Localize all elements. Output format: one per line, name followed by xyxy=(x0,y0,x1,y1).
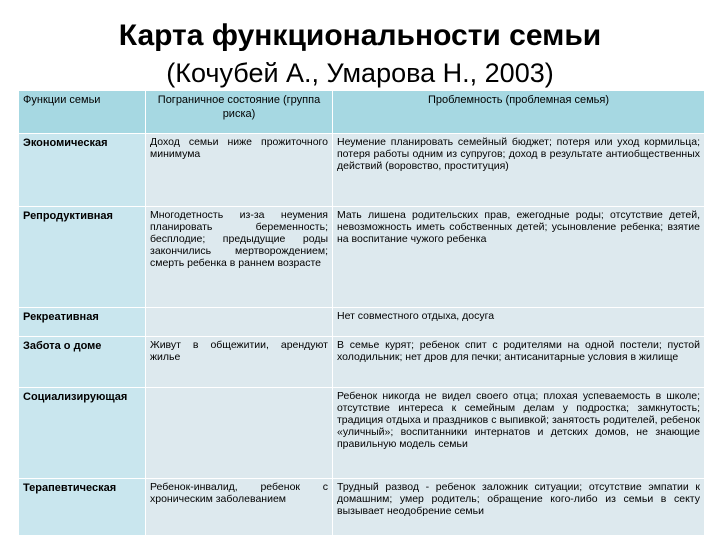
function-cell: Репродуктивная xyxy=(19,207,146,308)
borderline-cell xyxy=(146,308,333,337)
problem-cell: Ребенок никогда не видел своего отца; плохая успеваемость в школе; отсутствие интереса к семейным делам у подростка; замкнутость; традиция отдыха и праздников с выпивкой; занятость родителей, ребенок «уличный»; воспитанники интернатов и детских домов, не знающие правильную модель семьи xyxy=(333,388,705,479)
borderline-cell: Доход семьи ниже прожиточного минимума xyxy=(146,134,333,207)
header-borderline: Пограничное состояние (группа риска) xyxy=(146,91,333,134)
table-row xyxy=(19,308,705,337)
borderline-cell: Живут в общежитии, арендуют жилье xyxy=(146,337,333,388)
problem-cell: Неумение планировать семейный бюджет; потеря или уход кормильца; потеря работы одним из супругов; доход в результате антиобщественных действий (воровство, проституция) xyxy=(333,134,705,207)
function-cell: Рекреативная xyxy=(19,308,146,337)
table-row xyxy=(19,134,705,207)
function-cell: Забота о доме xyxy=(19,337,146,388)
borderline-cell xyxy=(146,388,333,479)
problem-cell: Трудный развод - ребенок заложник ситуации; отсутствие эмпатии к домашним; умер родитель; обращение кого-либо из семьи в секту вызывает неодобрение семьи xyxy=(333,479,705,536)
borderline-cell: Многодетность из-за неумения планировать беременность; бесплодие; предыдущие роды закончились мертворождением; смерть ребенка в раннем возрасте xyxy=(146,207,333,308)
slide-subtitle: (Кочубей А., Умарова Н., 2003) xyxy=(166,58,554,88)
table-row xyxy=(19,479,705,536)
family-functionality-table xyxy=(18,90,705,536)
header-functions: Функции семьи xyxy=(19,91,146,134)
table-header-row xyxy=(19,91,705,134)
header-problem: Проблемность (проблемная семья) xyxy=(333,91,705,134)
table-row xyxy=(19,207,705,308)
problem-cell: Мать лишена родительских прав, ежегодные роды; отсутствие детей, невозможность иметь собственных детей; усыновление ребенка; взятие на воспитание чужого ребенка xyxy=(333,207,705,308)
problem-cell: В семье курят; ребенок спит с родителями на одной постели; пустой холодильник; нет дров для печки; антисанитарные условия в жилище xyxy=(333,337,705,388)
function-cell: Экономическая xyxy=(19,134,146,207)
table-row xyxy=(19,337,705,388)
slide-title: Карта функциональности семьи xyxy=(118,19,602,52)
function-cell: Терапевтическая xyxy=(19,479,146,536)
problem-cell: Нет совместного отдыха, досуга xyxy=(333,308,705,337)
table-row xyxy=(19,388,705,479)
function-cell: Социализирующая xyxy=(19,388,146,479)
borderline-cell: Ребенок-инвалид, ребенок с хроническим заболеванием xyxy=(146,479,333,536)
